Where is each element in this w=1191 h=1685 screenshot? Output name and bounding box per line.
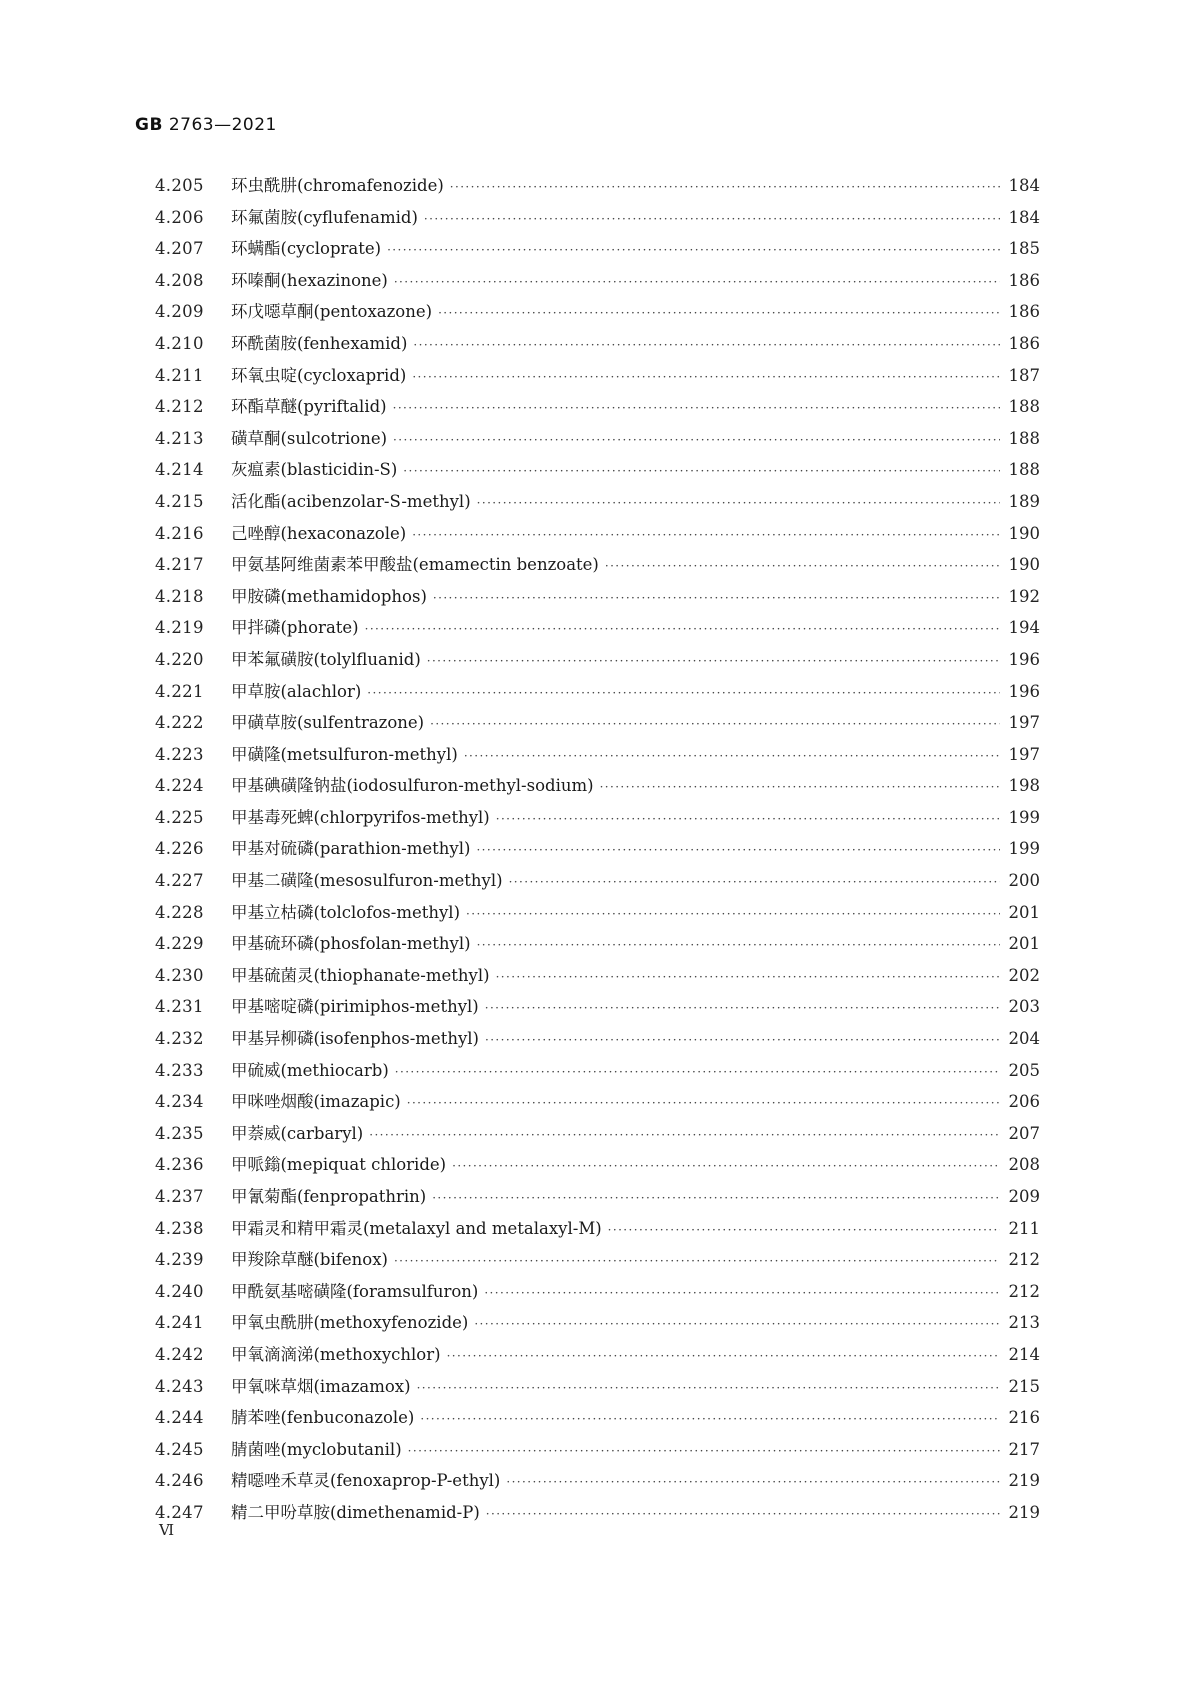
toc-entry-page: 212: [1008, 1250, 1040, 1270]
toc-dot-leader: [496, 962, 1000, 994]
toc-dot-leader: [393, 393, 1000, 425]
toc-dot-leader: [394, 267, 1000, 299]
toc-entry[interactable]: [155, 833, 1040, 865]
toc-entry-page: 198: [1008, 776, 1040, 796]
toc-entry-number: 4.217: [155, 555, 204, 575]
toc-dot-leader: [466, 899, 1000, 931]
toc-entry-title: 甲萘威(carbaryl): [231, 1123, 364, 1143]
toc-entry-page: 196: [1008, 681, 1040, 701]
toc-entry[interactable]: [155, 1276, 1040, 1308]
toc-dot-leader: [365, 614, 1000, 646]
toc-dot-leader: [407, 1088, 1000, 1120]
toc-entry-number: 4.241: [155, 1313, 204, 1333]
toc-entry-page: 186: [1008, 302, 1040, 322]
toc-entry[interactable]: [155, 296, 1040, 328]
toc-entry-title: 甲胺磷(methamidophos): [231, 586, 427, 606]
toc-entry-title: 精噁唑禾草灵(fenoxaprop-P-ethyl): [231, 1471, 501, 1491]
toc-dot-leader: [477, 488, 1000, 520]
toc-entry-number: 4.214: [155, 460, 204, 480]
toc-dot-leader: [464, 741, 1000, 773]
toc-entry[interactable]: [155, 328, 1040, 360]
toc-entry-title: 甲基毒死蜱(chlorpyrifos-methyl): [231, 807, 490, 827]
toc-entry-number: 4.230: [155, 965, 204, 985]
toc-dot-leader: [424, 204, 1000, 236]
toc-entry-page: 188: [1008, 428, 1040, 448]
toc-entry-title: 甲基嘧啶磷(pirimiphos-methyl): [231, 997, 479, 1017]
toc-dot-leader: [452, 1151, 1000, 1183]
toc-entry[interactable]: [155, 991, 1040, 1023]
toc-entry-page: 197: [1008, 744, 1040, 764]
toc-entry-title: 甲基二磺隆(mesosulfuron-methyl): [231, 871, 503, 891]
toc-entry-page: 219: [1008, 1502, 1040, 1522]
toc-dot-leader: [430, 709, 1000, 741]
toc-entry-number: 4.226: [155, 839, 204, 859]
toc-entry-page: 184: [1008, 176, 1040, 195]
toc-entry-number: 4.235: [155, 1123, 204, 1143]
toc-dot-leader: [486, 1499, 1000, 1531]
toc-entry-number: 4.229: [155, 934, 204, 954]
toc-entry-page: 187: [1008, 365, 1040, 385]
toc-entry-page: 201: [1008, 902, 1040, 922]
toc-dot-leader: [509, 867, 1000, 899]
toc-dot-leader: [394, 1246, 1000, 1278]
toc-entry-title: 甲氧虫酰肼(methoxyfenozide): [231, 1313, 469, 1333]
toc-entry-number: 4.242: [155, 1344, 204, 1364]
toc-dot-leader: [420, 1404, 1000, 1436]
toc-entry-page: 213: [1008, 1313, 1040, 1333]
toc-entry[interactable]: [155, 1055, 1040, 1087]
toc-entry-number: 4.205: [155, 176, 204, 195]
toc-entry[interactable]: [155, 644, 1040, 676]
toc-entry-number: 4.222: [155, 713, 204, 733]
toc-entry[interactable]: [155, 454, 1040, 486]
toc-entry[interactable]: [155, 202, 1040, 234]
toc-dot-leader: [438, 298, 1000, 330]
toc-entry-title: 甲酰氨基嘧磺隆(foramsulfuron): [231, 1281, 479, 1301]
toc-entry-title: 腈菌唑(myclobutanil): [231, 1439, 402, 1459]
toc-entry[interactable]: [155, 423, 1040, 455]
toc-entry[interactable]: [155, 707, 1040, 739]
toc-entry-title: 甲羧除草醚(bifenox): [231, 1250, 388, 1270]
toc-entry-page: 215: [1008, 1376, 1040, 1396]
toc-dot-leader: [393, 425, 1000, 457]
toc-dot-leader: [496, 804, 1000, 836]
toc-entry-title: 环螨酯(cycloprate): [231, 239, 382, 259]
toc-entry-page: 209: [1008, 1187, 1040, 1206]
toc-dot-leader: [408, 1436, 1000, 1468]
toc-dot-leader: [485, 1025, 1000, 1057]
toc-entry[interactable]: [155, 897, 1040, 929]
toc-entry-title: 甲草胺(alachlor): [231, 681, 362, 701]
toc-entry-page: 199: [1008, 807, 1040, 827]
toc-entry-number: 4.245: [155, 1439, 204, 1459]
toc-entry[interactable]: [155, 486, 1040, 518]
toc-entry-page: 190: [1008, 523, 1040, 543]
toc-dot-leader: [474, 1309, 1000, 1341]
toc-entry-number: 4.234: [155, 1092, 204, 1112]
toc-entry-number: 4.244: [155, 1408, 204, 1428]
toc-entry-number: 4.212: [155, 397, 204, 417]
toc-entry-number: 4.238: [155, 1218, 204, 1238]
toc-entry-page: 207: [1008, 1123, 1040, 1143]
toc-entry-page: 185: [1008, 239, 1040, 259]
toc-entry-title: 甲磺隆(metsulfuron-methyl): [231, 744, 458, 764]
toc-entry-number: 4.236: [155, 1155, 204, 1175]
toc-entry-title: 甲氨基阿维菌素苯甲酸盐(emamectin benzoate): [231, 555, 599, 575]
toc-entry-page: 203: [1008, 997, 1040, 1017]
toc-entry-title: 精二甲吩草胺(dimethenamid-P): [231, 1502, 480, 1522]
toc-entry[interactable]: [155, 960, 1040, 992]
toc-entry-title: 甲苯氟磺胺(tolylfluanid): [231, 649, 421, 669]
toc-entry-page: 197: [1008, 713, 1040, 733]
page-number: Ⅵ: [159, 1521, 175, 1539]
toc-dot-leader: [477, 930, 1000, 962]
toc-entry-title: 环氟菌胺(cyflufenamid): [231, 207, 418, 227]
toc-entry[interactable]: [155, 928, 1040, 960]
toc-entry-number: 4.228: [155, 902, 204, 922]
table-of-contents: [155, 170, 1040, 1529]
toc-entry-page: 186: [1008, 333, 1040, 353]
toc-entry-title: 环酰菌胺(fenhexamid): [231, 333, 408, 353]
toc-entry-number: 4.210: [155, 333, 204, 353]
toc-entry-page: 196: [1008, 649, 1040, 669]
standard-header: [135, 115, 277, 135]
toc-entry-title: 甲氰菊酯(fenpropathrin): [231, 1187, 427, 1206]
toc-entry-page: 216: [1008, 1408, 1040, 1428]
toc-dot-leader: [608, 1215, 1000, 1247]
toc-entry-title: 环戊噁草酮(pentoxazone): [231, 302, 433, 322]
toc-entry-page: 208: [1008, 1155, 1040, 1175]
toc-dot-leader: [367, 678, 1000, 710]
toc-entry[interactable]: [155, 676, 1040, 708]
toc-entry[interactable]: [155, 391, 1040, 423]
toc-entry-number: 4.224: [155, 776, 204, 796]
toc-entry-title: 甲基硫环磷(phosfolan-methyl): [231, 934, 471, 954]
toc-dot-leader: [433, 583, 1000, 615]
toc-entry-title: 灰瘟素(blasticidin-S): [231, 460, 398, 480]
toc-entry-title: 甲霜灵和精甲霜灵(metalaxyl and metalaxyl-M): [231, 1218, 602, 1238]
toc-entry-number: 4.223: [155, 744, 204, 764]
toc-dot-leader: [600, 772, 1000, 804]
toc-entry-title: 环虫酰肼(chromafenozide): [231, 176, 444, 195]
toc-dot-leader: [413, 330, 1000, 362]
toc-entry[interactable]: [155, 518, 1040, 550]
toc-entry-number: 4.219: [155, 618, 204, 638]
toc-entry-page: 217: [1008, 1439, 1040, 1459]
toc-entry[interactable]: [155, 360, 1040, 392]
toc-entry-number: 4.216: [155, 523, 204, 543]
toc-dot-leader: [484, 1278, 1000, 1310]
toc-entry[interactable]: [155, 1402, 1040, 1434]
toc-entry[interactable]: [155, 265, 1040, 297]
toc-entry-title: 己唑醇(hexaconazole): [231, 523, 407, 543]
toc-dot-leader: [450, 172, 1000, 204]
toc-entry-title: 甲基对硫磷(parathion-methyl): [231, 839, 471, 859]
toc-entry-title: 甲磺草胺(sulfentrazone): [231, 713, 425, 733]
toc-entry[interactable]: [155, 865, 1040, 897]
toc-entry-title: 甲基异柳磷(isofenphos-methyl): [231, 1029, 479, 1049]
toc-entry[interactable]: [155, 1149, 1040, 1181]
toc-entry-number: 4.215: [155, 491, 204, 511]
toc-dot-leader: [387, 235, 1000, 267]
toc-dot-leader: [476, 835, 1000, 867]
toc-entry[interactable]: [155, 802, 1040, 834]
toc-entry-title: 甲基碘磺隆钠盐(iodosulfuron-methyl-sodium): [231, 776, 594, 796]
toc-entry[interactable]: [155, 1213, 1040, 1245]
toc-entry-page: 211: [1008, 1218, 1040, 1238]
toc-entry-title: 活化酯(acibenzolar-S-methyl): [231, 491, 471, 511]
toc-entry[interactable]: [155, 1339, 1040, 1371]
toc-entry-page: 204: [1008, 1029, 1040, 1049]
standard-number: 2763—2021: [168, 115, 277, 135]
toc-entry-number: 4.221: [155, 681, 204, 701]
toc-entry-number: 4.232: [155, 1029, 204, 1049]
toc-entry[interactable]: [155, 1244, 1040, 1276]
toc-entry-number: 4.211: [155, 365, 204, 385]
toc-entry-number: 4.209: [155, 302, 204, 322]
toc-entry-number: 4.220: [155, 649, 204, 669]
toc-dot-leader: [412, 362, 1000, 394]
toc-dot-leader: [417, 1373, 1000, 1405]
toc-dot-leader: [485, 993, 1000, 1025]
toc-entry-number: 4.237: [155, 1187, 204, 1206]
toc-entry-page: 200: [1008, 871, 1040, 891]
toc-entry-number: 4.206: [155, 207, 204, 227]
toc-entry[interactable]: [155, 1307, 1040, 1339]
toc-entry[interactable]: [155, 1465, 1040, 1497]
toc-entry-number: 4.246: [155, 1471, 204, 1491]
toc-entry[interactable]: [155, 1434, 1040, 1466]
toc-entry[interactable]: [155, 1497, 1040, 1529]
toc-entry-title: 甲氧咪草烟(imazamox): [231, 1376, 411, 1396]
toc-entry[interactable]: [155, 770, 1040, 802]
toc-dot-leader: [403, 456, 1000, 488]
toc-entry[interactable]: [155, 549, 1040, 581]
toc-dot-leader: [369, 1120, 1000, 1152]
toc-dot-leader: [605, 551, 1000, 583]
toc-entry-page: 194: [1008, 618, 1040, 638]
toc-entry[interactable]: [155, 1181, 1040, 1213]
toc-entry-title: 环氧虫啶(cycloxaprid): [231, 365, 407, 385]
toc-entry-number: 4.231: [155, 997, 204, 1017]
toc-entry-page: 219: [1008, 1471, 1040, 1491]
toc-entry-number: 4.240: [155, 1281, 204, 1301]
toc-dot-leader: [432, 1183, 1000, 1215]
toc-dot-leader: [447, 1341, 1000, 1373]
toc-entry-title: 甲基立枯磷(tolclofos-methyl): [231, 902, 461, 922]
toc-dot-leader: [506, 1467, 1000, 1499]
toc-entry-title: 甲哌鎓(mepiquat chloride): [231, 1155, 447, 1175]
toc-entry[interactable]: [155, 233, 1040, 265]
toc-entry-title: 环酯草醚(pyriftalid): [231, 397, 387, 417]
toc-entry-page: 190: [1008, 555, 1040, 575]
toc-entry-page: 184: [1008, 207, 1040, 227]
toc-entry-number: 4.227: [155, 871, 204, 891]
toc-entry-page: 202: [1008, 965, 1040, 985]
toc-entry-title: 甲硫威(methiocarb): [231, 1060, 389, 1080]
toc-entry-title: 腈苯唑(fenbuconazole): [231, 1408, 415, 1428]
toc-entry-title: 甲基硫菌灵(thiophanate-methyl): [231, 965, 490, 985]
toc-entry-title: 甲氧滴滴涕(methoxychlor): [231, 1344, 441, 1364]
toc-entry-page: 189: [1008, 491, 1040, 511]
toc-dot-leader: [412, 520, 1000, 552]
toc-entry-page: 206: [1008, 1092, 1040, 1112]
toc-entry-number: 4.239: [155, 1250, 204, 1270]
toc-entry[interactable]: [155, 612, 1040, 644]
toc-entry-page: 186: [1008, 270, 1040, 290]
toc-entry-page: 192: [1008, 586, 1040, 606]
toc-entry[interactable]: [155, 1086, 1040, 1118]
toc-entry-number: 4.247: [155, 1502, 204, 1522]
toc-entry-title: 环嗪酮(hexazinone): [231, 270, 388, 290]
toc-entry-title: 甲拌磷(phorate): [231, 618, 359, 638]
toc-entry-page: 212: [1008, 1281, 1040, 1301]
toc-entry-number: 4.213: [155, 428, 204, 448]
toc-entry-number: 4.233: [155, 1060, 204, 1080]
toc-entry-number: 4.218: [155, 586, 204, 606]
toc-entry-page: 188: [1008, 460, 1040, 480]
toc-entry-page: 188: [1008, 397, 1040, 417]
toc-entry-number: 4.225: [155, 807, 204, 827]
toc-entry[interactable]: [155, 581, 1040, 613]
toc-entry[interactable]: [155, 739, 1040, 771]
toc-entry-title: 甲咪唑烟酸(imazapic): [231, 1092, 401, 1112]
toc-entry[interactable]: [155, 1118, 1040, 1150]
toc-entry-page: 199: [1008, 839, 1040, 859]
toc-entry[interactable]: [155, 1023, 1040, 1055]
toc-dot-leader: [395, 1057, 1000, 1089]
toc-entry-number: 4.208: [155, 270, 204, 290]
toc-entry-page: 214: [1008, 1344, 1040, 1364]
toc-entry-title: 磺草酮(sulcotrione): [231, 428, 388, 448]
toc-entry-number: 4.243: [155, 1376, 204, 1396]
toc-entry[interactable]: [155, 170, 1040, 202]
toc-entry[interactable]: [155, 1371, 1040, 1403]
standard-code: GB: [135, 115, 163, 135]
toc-entry-page: 205: [1008, 1060, 1040, 1080]
toc-entry-page: 201: [1008, 934, 1040, 954]
toc-entry-number: 4.207: [155, 239, 204, 259]
toc-dot-leader: [427, 646, 1000, 678]
